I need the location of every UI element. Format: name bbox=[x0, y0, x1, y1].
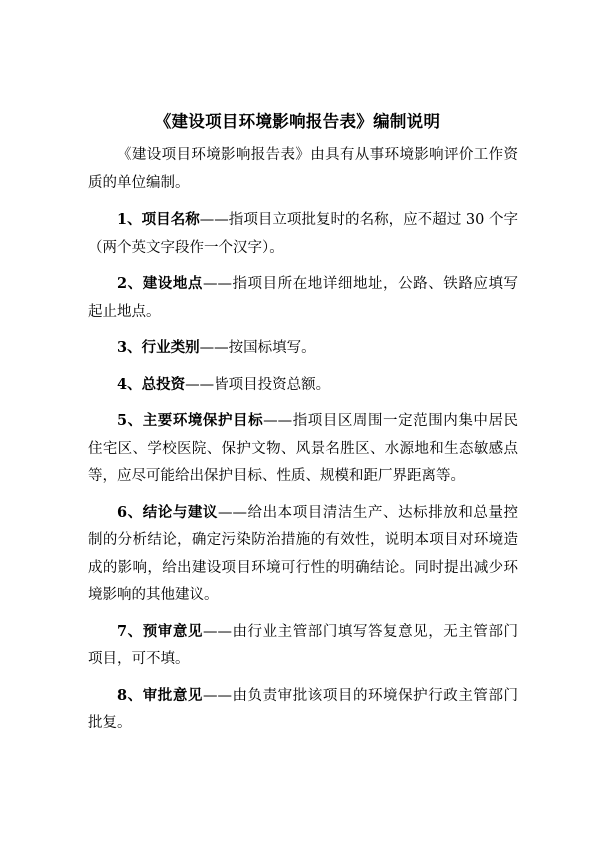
item-industry-category bbox=[88, 334, 518, 363]
item-number: 4、 bbox=[117, 375, 142, 393]
item-description: ——按国标填写。 bbox=[199, 340, 316, 356]
item-description: ——皆项目投资总额。 bbox=[185, 376, 331, 393]
item-number: 2、 bbox=[117, 275, 143, 292]
item-approval-opinion bbox=[88, 682, 518, 738]
item-construction-site bbox=[88, 270, 518, 326]
item-number: 7、 bbox=[117, 622, 143, 640]
item-number: 5、 bbox=[117, 412, 143, 429]
item-protection-targets bbox=[88, 407, 518, 491]
item-number: 6、 bbox=[117, 503, 143, 521]
item-project-name bbox=[88, 206, 518, 262]
item-term: 审批意见 bbox=[142, 686, 203, 704]
document-body bbox=[88, 142, 518, 746]
item-description: ——指项目立项批复时的名称，应不超过 30 个字（两个英文字段作一个汉字）。 bbox=[88, 212, 519, 256]
item-description: ——由行业主管部门填写答复意见，无主管部门项目，可不填。 bbox=[88, 623, 519, 667]
item-term: 总投资 bbox=[141, 375, 186, 393]
item-description: ——给出本项目清洁生产、达标排放和总量控制的分析结论，确定污染防治措施的有效性，说明本项目对环境造成的影响，给出建设项目环境可行性的明确结论。同时提出减少环境影响的其他建议。 bbox=[88, 504, 518, 603]
item-pre-review-opinion bbox=[88, 618, 518, 674]
item-description: ——指项目区周围一定范围内集中居民住宅区、学校医院、保护文物、风景名胜区、水源地和生态敏感点等，应尽可能给出保护目标、性质、规模和距厂界距离等。 bbox=[88, 413, 518, 484]
item-term: 项目名称 bbox=[141, 211, 200, 228]
item-number: 3、 bbox=[117, 339, 142, 356]
item-term: 预审意见 bbox=[142, 622, 203, 640]
item-term: 建设地点 bbox=[142, 275, 203, 292]
item-term: 结论与建议 bbox=[142, 503, 218, 521]
document-title: 《建设项目环境影响报告表》编制说明 bbox=[154, 112, 441, 131]
item-term: 主要环境保护目标 bbox=[142, 412, 264, 429]
item-number: 1、 bbox=[117, 211, 142, 228]
item-term: 行业类别 bbox=[141, 339, 200, 356]
item-description: ——由负责审批该项目的环境保护行政主管部门批复。 bbox=[88, 687, 519, 731]
item-description: ——指项目所在地详细地址，公路、铁路应填写起止地点。 bbox=[88, 276, 519, 320]
item-number: 8、 bbox=[117, 686, 143, 704]
item-conclusions bbox=[88, 499, 518, 610]
item-total-investment bbox=[88, 371, 518, 400]
intro-paragraph: 《建设项目环境影响报告表》由具有从事环境影响评价工作资质的单位编制。 bbox=[88, 147, 518, 191]
